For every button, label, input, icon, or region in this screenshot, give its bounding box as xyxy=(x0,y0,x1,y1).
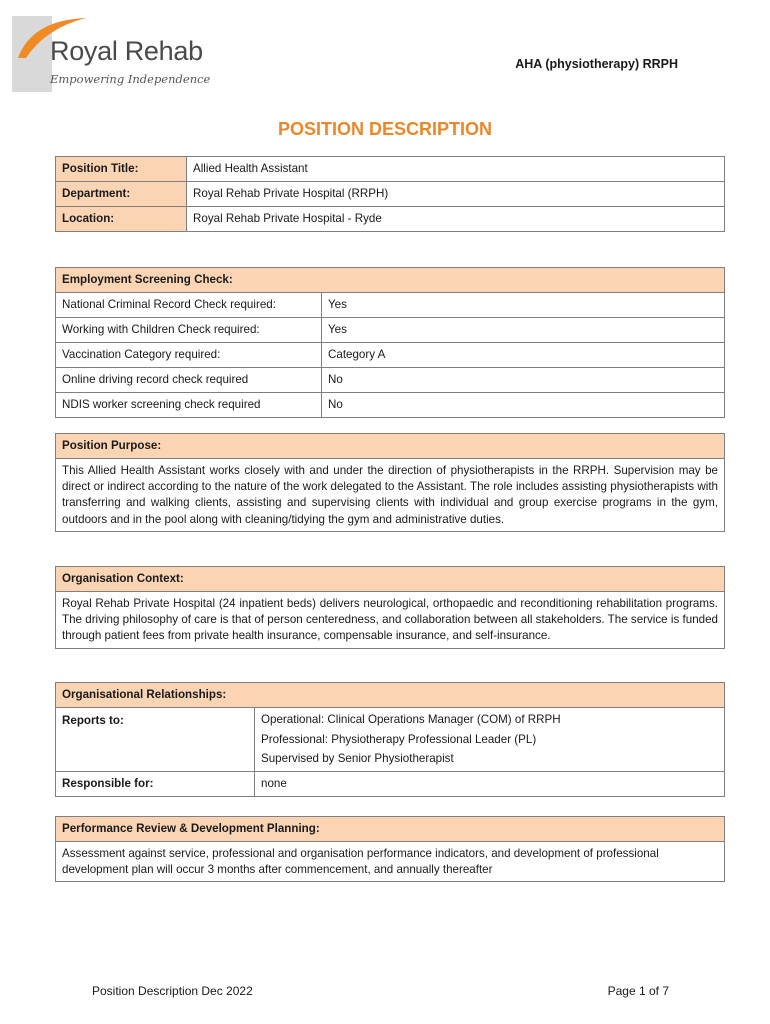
section-header xyxy=(56,268,725,293)
position-info-table xyxy=(55,156,725,232)
reports-to-item: Operational: Clinical Operations Manager (COM) of RRPH xyxy=(261,713,561,726)
table-row xyxy=(56,393,725,418)
table-row xyxy=(56,157,725,182)
department-label: Department: xyxy=(56,182,187,207)
section-header xyxy=(56,817,725,842)
screening-label: Working with Children Check required: xyxy=(56,318,322,343)
royal-rehab-logo xyxy=(12,14,222,96)
reports-to-item: Supervised by Senior Physiotherapist xyxy=(261,752,454,765)
context-heading: Organisation Context: xyxy=(56,567,725,592)
relationships-table xyxy=(55,682,725,797)
screening-value: No xyxy=(322,368,725,393)
review-table xyxy=(55,816,725,882)
screening-value: No xyxy=(322,393,725,418)
table-row xyxy=(56,771,725,796)
table-row xyxy=(56,293,725,318)
location-label: Location: xyxy=(56,207,187,232)
table-row xyxy=(56,708,725,772)
table-row xyxy=(56,182,725,207)
responsible-for-value: none xyxy=(255,771,725,796)
logo-brand-text: Royal Rehab xyxy=(50,36,203,66)
review-text: Assessment against service, professional and organisation performance indicators, and development of professional development plan will occur 3 months after commencement, and annually thereafter xyxy=(56,842,725,882)
screening-label: National Criminal Record Check required: xyxy=(56,293,322,318)
screening-heading: Employment Screening Check: xyxy=(56,268,725,293)
screening-value: Yes xyxy=(322,293,725,318)
section-header xyxy=(56,683,725,708)
purpose-text: This Allied Health Assistant works closely with and under the direction of physiotherapists in the RRPH. Supervision may be direct or indirect according to the nature of the work delegated to the Assistant. The role includes assisting physiotherapists with transferring and walking clients, assisting and supervising clients with individual and group exercise programs in the gym, outdoors and in the pool along with cleaning/tidying the gym and administrative duties. xyxy=(56,459,725,532)
review-heading: Performance Review & Development Planning: xyxy=(56,817,725,842)
table-row xyxy=(56,207,725,232)
location-value: Royal Rehab Private Hospital - Ryde xyxy=(187,207,725,232)
table-row xyxy=(56,343,725,368)
footer-page-number: Page 1 of 7 xyxy=(607,984,669,998)
reports-to-label: Reports to: xyxy=(56,708,255,772)
reports-to-item: Professional: Physiotherapy Professional Leader (PL) xyxy=(261,732,537,746)
context-text: Royal Rehab Private Hospital (24 inpatient beds) delivers neurological, orthopaedic and reconditioning rehabilitation programs. The driving philosophy of care is that of person centeredness, and collaboration between all stakeholders. The service is funded through patient fees from private health insurance, compensable insurance, and self-insurance. xyxy=(56,592,725,649)
purpose-table xyxy=(55,433,725,532)
purpose-heading: Position Purpose: xyxy=(56,434,725,459)
responsible-for-label: Responsible for: xyxy=(56,771,255,796)
table-row xyxy=(56,318,725,343)
document-reference: AHA (physiotherapy) RRPH xyxy=(515,57,678,71)
reports-to-list xyxy=(255,708,725,772)
relationships-heading: Organisational Relationships: xyxy=(56,683,725,708)
screening-table xyxy=(55,267,725,418)
table-row xyxy=(56,459,725,532)
screening-label: Vaccination Category required: xyxy=(56,343,322,368)
screening-value: Yes xyxy=(322,318,725,343)
table-row xyxy=(56,592,725,649)
logo-tagline: Empowering Independence xyxy=(50,72,211,86)
section-header xyxy=(56,434,725,459)
table-row xyxy=(56,368,725,393)
position-title-value: Allied Health Assistant xyxy=(187,157,725,182)
screening-label: Online driving record check required xyxy=(56,368,322,393)
table-row xyxy=(56,842,725,882)
department-value: Royal Rehab Private Hospital (RRPH) xyxy=(187,182,725,207)
screening-value: Category A xyxy=(322,343,725,368)
page-title: POSITION DESCRIPTION xyxy=(277,119,493,139)
position-title-label: Position Title: xyxy=(56,157,187,182)
footer-document-label: Position Description Dec 2022 xyxy=(92,984,253,998)
section-header xyxy=(56,567,725,592)
screening-label: NDIS worker screening check required xyxy=(56,393,322,418)
context-table xyxy=(55,566,725,649)
